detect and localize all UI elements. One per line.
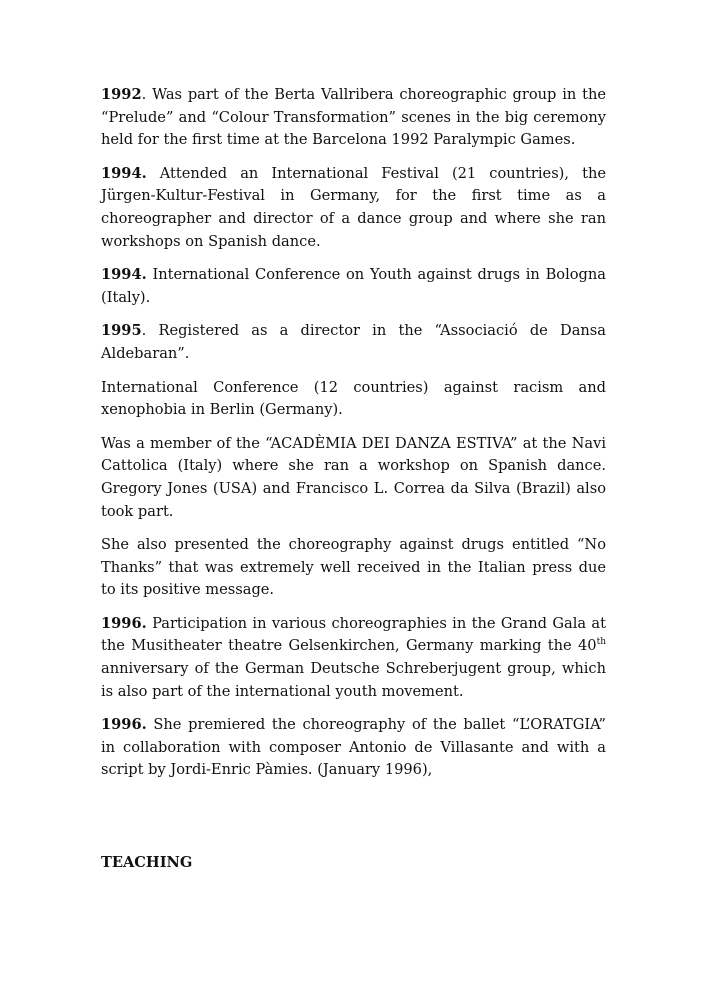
paragraph-1996-gala [101, 613, 606, 703]
paragraph-text: Attended an International Festival (21 countries), the Jürgen-Kultur-Festival in Germany, for the first time as a choreographer and director of a dance group and where she ran workshops on Spanish dance. [101, 164, 606, 250]
paragraph-1996-ballet [101, 714, 606, 782]
paragraph-text: International Conference on Youth against drugs in Bologna (Italy). [101, 266, 606, 306]
paragraph-text: Was a member of the “ACADÈMIA DEI DANZA ESTIVA” at the Navi Cattolica (Italy) where she ran a workshop on Spanish dance. Gregory Jones (USA) and Francisco L. Correa da Silva (Brazil) also took part. [101, 434, 606, 520]
year-label: 1996. [101, 716, 147, 734]
section-heading-teaching: TEACHING [101, 854, 193, 871]
paragraph-berlin-conference [101, 377, 606, 422]
paragraph-text: Participation in various choreographies in the Grand Gala at the Musitheater theatre Gelsenkirchen, Germany marking the 40 [101, 614, 606, 655]
document-body [101, 84, 606, 793]
paragraph-text-continued: anniversary of the German Deutsche Schreberjugent group, which is also part of the international youth movement. [101, 660, 606, 700]
year-label: 1994. [101, 266, 147, 284]
paragraph-text: . Registered as a director in the “Associació de Dansa Aldebaran”. [101, 322, 606, 362]
paragraph-1995 [101, 320, 606, 365]
paragraph-1994-festival [101, 163, 606, 253]
paragraph-1994-conference [101, 264, 606, 309]
year-label: 1994. [101, 164, 147, 182]
year-label: 1995 [101, 322, 142, 340]
year-label: 1992 [101, 86, 142, 103]
paragraph-1992 [101, 84, 606, 152]
paragraph-academia [101, 433, 606, 523]
paragraph-no-thanks [101, 534, 606, 602]
paragraph-text: She premiered the choreography of the ballet “L’ORATGIA” in collaboration with composer Antonio de Villasante and with a script by Jordi-Enric Pàmies. (January 1996), [101, 716, 606, 779]
paragraph-text: She also presented the choreography against drugs entitled “No Thanks” that was extremely well received in the Italian press due to its positive message. [101, 536, 606, 599]
ordinal-suffix: th [596, 637, 606, 648]
year-label: 1996. [101, 614, 147, 632]
paragraph-text: . Was part of the Berta Vallribera choreographic group in the “Prelude” and “Colour Transformation” scenes in the big ceremony held for the first time at the Barcelona 1992 Paralympic Games. [101, 86, 606, 149]
paragraph-text: International Conference (12 countries) against racism and xenophobia in Berlin (Germany). [101, 378, 606, 419]
